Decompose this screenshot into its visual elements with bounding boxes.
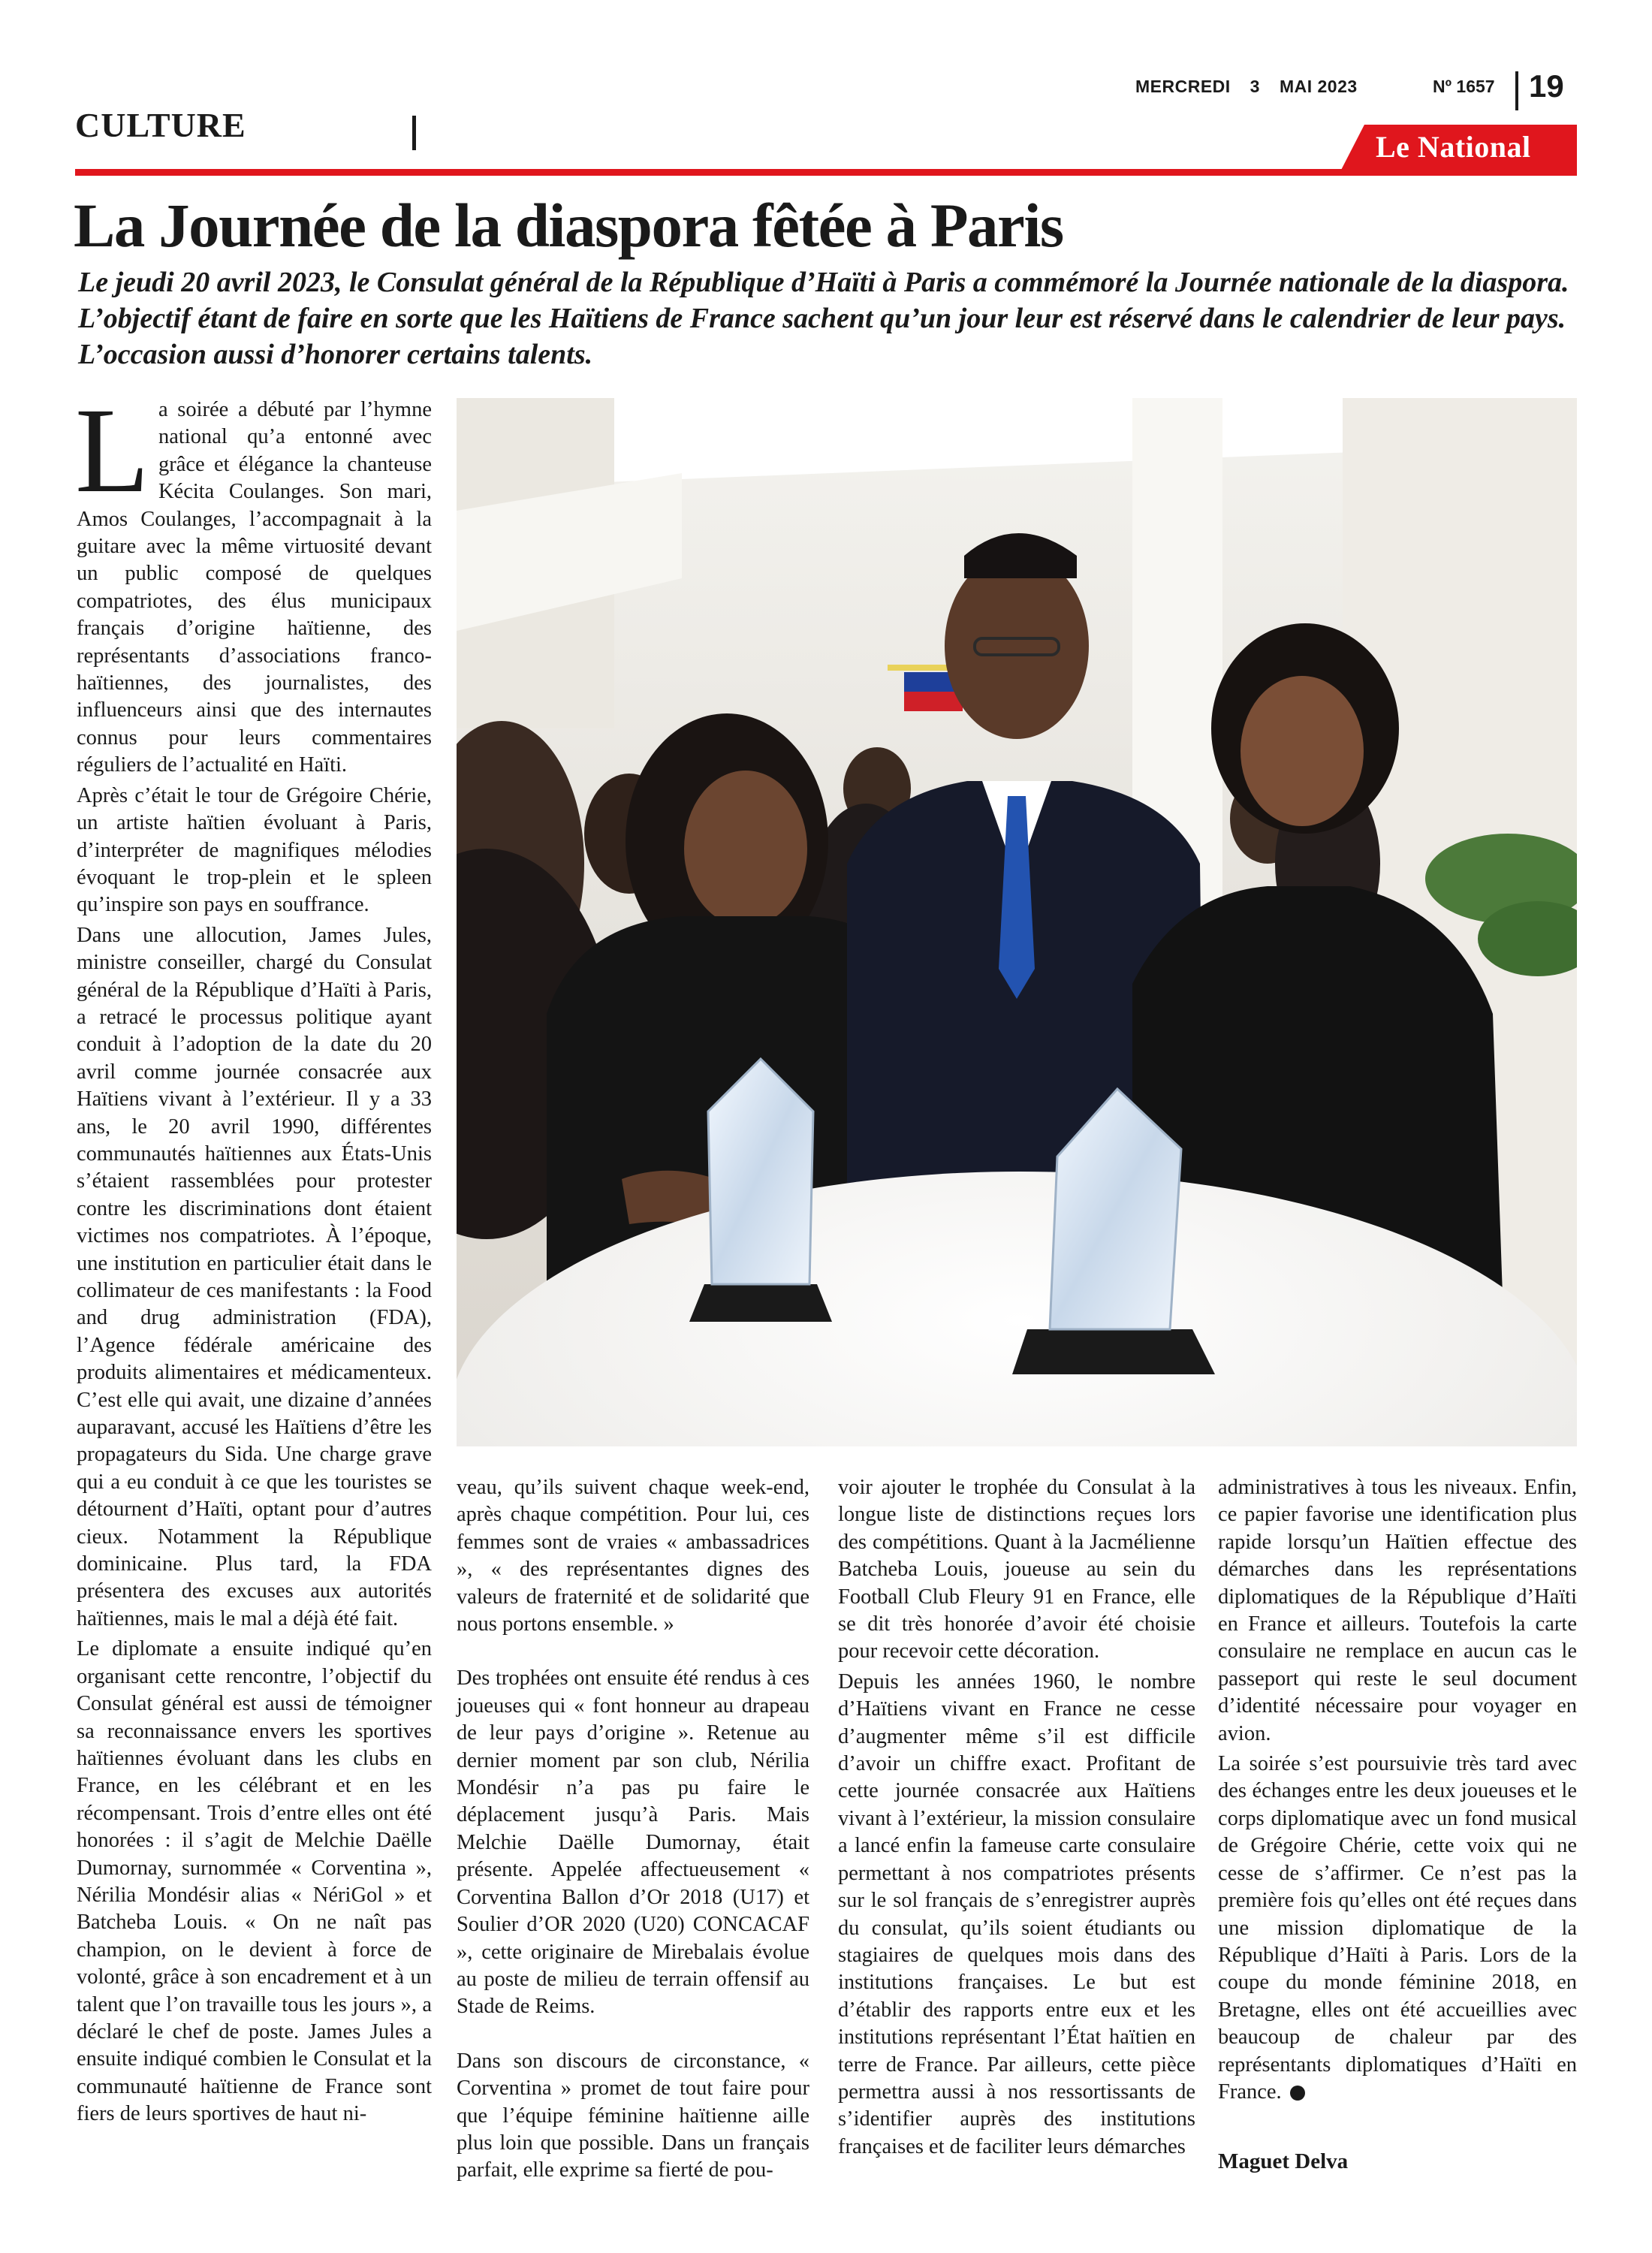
paragraph: administratives à tous les niveaux. Enfin, ce papier favorise une identification plus rapide lorsqu’un Haïtien effectue des démarches dans les représentations diplomatiques de la République d’Haïti en France et ailleurs. Toutefois la carte consulaire ne remplace en aucun cas le passeport qui reste le seul document d’identité nécessaire pour voyager en avion. <box>1218 1476 1577 1745</box>
end-mark-icon <box>1290 2086 1305 2101</box>
paragraph <box>75 384 432 780</box>
paragraph <box>1218 1751 1577 2106</box>
lede-line: Le jeudi 20 avril 2023, le Consulat général de la République d’Haïti à Paris a commémoré la Journée nationale de la diaspora. <box>78 267 1569 298</box>
paragraph: Dans son discours de circonstance, « Corventina » promet de tout faire pour que l’équipe féminine haïtienne aille plus loin que possible. Dans un français parfait, elle exprime sa fierté de pou- <box>457 2049 809 2182</box>
column-2 <box>457 1474 809 2188</box>
event-photo <box>457 398 1577 1446</box>
paragraph-text: La soirée s’est poursuivie très tard avec des échanges entre les deux joueuses et le corps diplomatique avec un fond musical de Grégoire Chérie, cette voix qui ne cesse de s’affirmer. Ce n’est pas la première fois qu’elles ont été reçues dans une mission diplomatique de la République d’Haïti à Paris. Lors de la coupe du monde féminine 2018, en Bretagne, elles ont été accueillies avec beaucoup de chaleur par des représentants diplomatiques d’Haïti en France. <box>1218 1752 1577 2104</box>
section-label: CULTURE <box>75 106 246 144</box>
date-number: 3 <box>1250 77 1260 96</box>
date-day: MERCREDI <box>1135 77 1231 96</box>
column-1 <box>75 384 432 2131</box>
paragraph: veau, qu’ils suivent chaque week-end, après chaque compétition. Pour lui, ces femmes sont de vraies « ambassadrices », « des représentantes dignes des valeurs de fraternité et de solidarité que nous portons ensemble. » <box>457 1476 809 1636</box>
paragraph: Après c’était le tour de Grégoire Chérie, un artiste haïtien évoluant à Paris, d’interpréter de magnifiques mélodies évoquant le trop-plein et le spleen qu’inspire son pays en souffrance. <box>77 783 432 917</box>
column-3 <box>838 1474 1195 2164</box>
date-month-year: MAI 2023 <box>1279 77 1358 96</box>
paragraph: voir ajouter le trophée du Consulat à la longue liste de distinctions reçues lors des compétitions. Quant à la Jacmélienne Batcheba Louis, joueuse au sein du Football Club Fleury 91 en France, elle se dit très honorée d’avoir été choisie pour recevoir cette décoration. <box>838 1476 1195 1663</box>
header-divider <box>1515 71 1518 110</box>
lede <box>78 264 1580 372</box>
paragraph: Des trophées ont ensuite été rendus à ces joueuses qui « font honneur au drapeau de leur pays d’origine ». Retenue au dernier moment par son club, Nérilia Mondésir n’a pas pu faire le déplacement jusqu’à Paris. Mais Melchie Daëlle Dumornay, était présente. Appelée affectueusement « Corventina Ballon d’Or 2018 (U17) et Soulier d’OR 2020 (U20) CONCACAF », cette originaire de Mirebalais évolue au poste de milieu de terrain offensif au Stade de Reims. <box>457 1666 809 2019</box>
photo-illustration <box>457 398 1577 1446</box>
paragraph: Dans une allocution, James Jules, ministre conseiller, chargé du Consulat général de la République d’Haïti à Paris, a retracé le processus politique ayant conduit à l’adoption de la date du 20 avril comme journée consacrée aux Haïtiens vivant à l’extérieur. Il y a 33 ans, le 20 avril 1990, différentes communautés haïtiennes aux États-Unis s’étaient rassemblées pour protester contre les discriminations dont étaient victimes nos compatriotes. À l’époque, une institution en particulier était dans le collimateur de ces manifestants : la Food and drug administration (FDA), l’Agence fédérale américaine des produits alimentaires et médicamenteux. C’est elle qui avait, une dizaine d’années auparavant, accusé les Haïtiens d’être les propagateurs du Sida. Une charge grave qui a eu conduit à ce que les touristes se détournent d’Haïti, optant pour d’autres cieux. Notamment la République dominicaine. Plus tard, la FDA présentera des excuses aux autorités haïtiennes, mais le mal a déjà été fait. <box>77 923 432 1630</box>
brand-name: Le National <box>1376 130 1531 164</box>
section-divider <box>412 116 416 150</box>
paragraph: Depuis les années 1960, le nombre d’Haïtiens vivant en France ne cesse d’augmenter même s’il est difficile d’avoir un chiffre exact. Profitant de cette journée consacrée aux Haïtiens vivant à l’extérieur, la mission consulaire a lancé enfin la fameuse carte consulaire permettant à nos compatriotes présents sur le sol français de s’enregistrer auprès du consulat, qu’ils soient étudiants ou stagiaires de quelques mois dans des institutions françaises. Le but est d’établir des rapports entre eux et les institutions représentant l’État haïtien en terre de France. Par ailleurs, cette pièce permettra aussi à nos ressortissants de s’identifier auprès des institutions françaises et de faciliter leurs démarches <box>838 1669 1195 2158</box>
lede-line: L’objectif étant de faire en sorte que les Haïtiens de France sachent qu’un jour leur est réservé dans le calendrier de leur pays. <box>78 303 1566 334</box>
issue-number: Nº 1657 <box>1433 77 1495 96</box>
drop-cap: L <box>75 384 149 518</box>
paragraph-text: a soirée a débuté par l’hymne national qu’a entonné avec grâce et élégance la chanteuse Kécita Coulanges. Son mari, Amos Coulanges, l’accompagnait à la guitare avec la même virtuosité devant un public composé de quelques compatriotes, des élus municipaux français d’origine haïtienne, des représentants d’associations franco-haïtiennes, des journalistes, des influenceurs ainsi que des internautes connus pour leurs commentaires réguliers de l’actualité en Haïti. <box>77 398 432 777</box>
page-number: 19 <box>1529 68 1564 104</box>
byline: Maguet Delva <box>1218 2149 1349 2173</box>
lede-line: L’occasion aussi d’honorer certains talents. <box>78 339 593 370</box>
paragraph: Le diplomate a ensuite indiqué qu’en organisant cette rencontre, l’objectif du Consulat général est aussi de témoigner sa reconnaissance envers les sportives haïtiennes évoluant dans les clubs en France, en les célébrant et en les récompensant. Trois d’entre elles ont été honorées : il s’agit de Melchie Daëlle Dumornay, surnommée « Corventina », Nérilia Mondésir alias « NériGol » et Batcheba Louis. « On ne naît pas champion, on le devient à force de volonté, grâce à son encadrement et à un talent que l’on travaille tous les jours », a déclaré le chef de poste. James Jules a ensuite indiqué combien le Consulat et la communauté haïtienne de France sont fiers de leurs sportives de haut ni- <box>77 1637 432 2126</box>
date-line <box>1135 77 1377 97</box>
headline: La Journée de la diaspora fêtée à Paris <box>74 191 1063 260</box>
column-4 <box>1218 1474 1577 2109</box>
